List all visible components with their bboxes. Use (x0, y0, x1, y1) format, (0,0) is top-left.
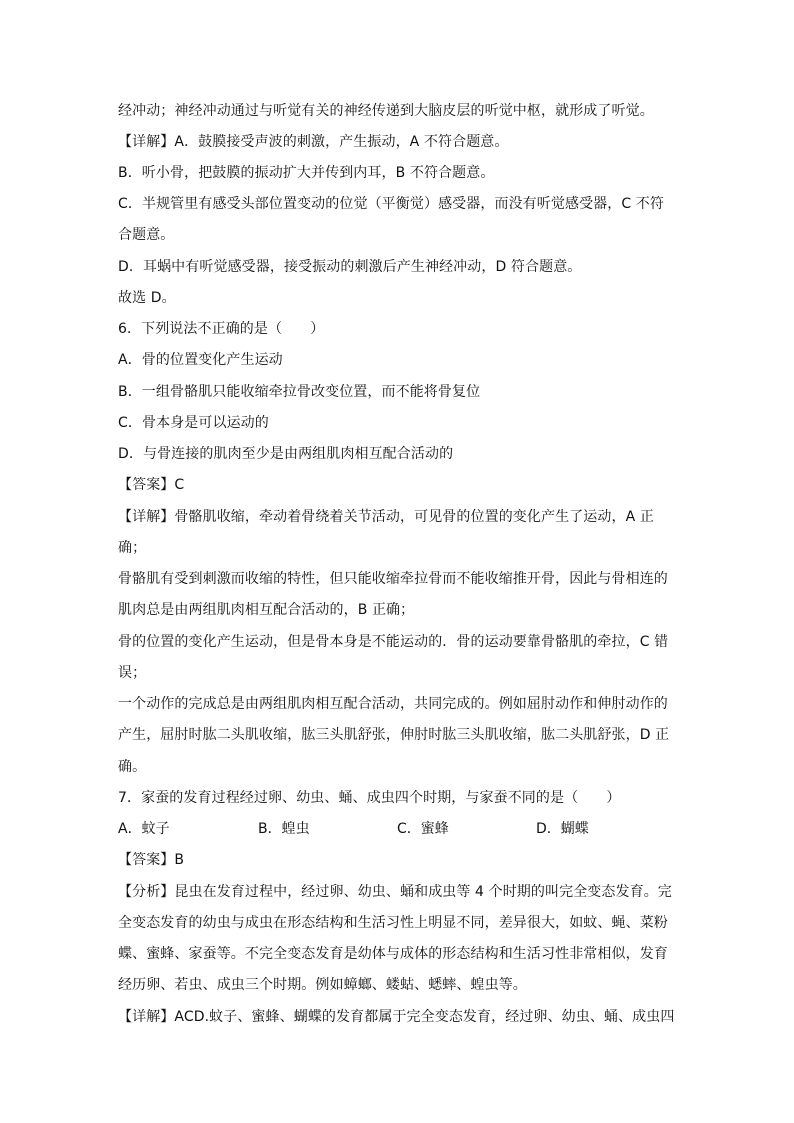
question-6-option-c: C．骨本身是可以运动的 (118, 415, 269, 431)
question-6-option-d: D．与骨连接的肌肉至少是由两组肌肉相互配合活动的 (118, 446, 454, 462)
question-7-option-a: A．蚊子 (118, 821, 170, 837)
text-line: 产生，屈肘时肱二头肌收缩，肱三头肌舒张，伸肘时肱三头肌收缩，肱二头肌舒张，D 正 (118, 727, 670, 743)
text-line: 全变态发育的幼虫与成虫在形态结构和生活习性上明显不同，差异很大，如蚊、蝇、菜粉 (118, 915, 668, 931)
question-6-option-a: A．骨的位置变化产生运动 (118, 352, 283, 368)
text-line: 肌肉总是由两组肌肉相互配合活动的，B 正确； (118, 602, 415, 618)
text-line: 故选 D。 (118, 290, 176, 306)
text-line: 误； (118, 665, 147, 681)
text-line: 【详解】ACD.蚊子、蜜蜂、蝴蝶的发育都属于完全变态发育，经过卵、幼虫、蛹、成虫四 (118, 1009, 675, 1025)
question-7-stem: 7．家蚕的发育过程经过卵、幼虫、蛹、成虫四个时期，与家蚕不同的是（ ） (118, 790, 621, 806)
question-7-options (118, 819, 718, 839)
answer-label: 【答案】C (118, 477, 185, 493)
text-line: 【详解】A．鼓膜接受声波的刺激，产生振动，A 不符合题意。 (118, 134, 509, 150)
answer-label: 【答案】B (118, 852, 185, 868)
text-line: 【详解】骨骼肌收缩，牵动着骨绕着关节活动，可见骨的位置的变化产生了运动，A 正 (118, 509, 654, 525)
text-line: 确。 (118, 759, 147, 775)
text-line: 骨骼肌有受到刺激而收缩的特性，但只能收缩牵拉骨而不能收缩推开骨，因此与骨相连的 (118, 571, 668, 587)
question-7-option-d: D．蝴蝶 (536, 821, 589, 837)
text-line: 合题意。 (118, 227, 175, 243)
text-line: D．耳蜗中有听觉感受器，接受振动的刺激后产生神经冲动，D 符合题意。 (118, 259, 582, 275)
text-line: 经历卵、若虫、成虫三个时期。例如蟑螂、蝼蛄、蟋蟀、蝗虫等。 (118, 977, 527, 993)
question-6-stem: 6．下列说法不正确的是（ ） (118, 321, 325, 337)
text-line: 确； (118, 540, 147, 556)
text-line: 【分析】昆虫在发育过程中，经过卵、幼虫、蛹和成虫等 4 个时期的叫完全变态发育。完 (118, 884, 672, 900)
text-line: 一个动作的完成总是由两组肌肉相互配合活动，共同完成的。例如屈肘动作和伸肘动作的 (118, 696, 668, 712)
question-6-option-b: B．一组骨骼肌只能收缩牵拉骨改变位置，而不能将骨复位 (118, 384, 481, 400)
text-line: 经冲动；神经冲动通过与听觉有关的神经传递到大脑皮层的听觉中枢，就形成了听觉。 (118, 103, 654, 119)
text-line: 骨的位置的变化产生运动，但是骨本身是不能运动的．骨的运动要靠骨骼肌的牵拉，C 错 (118, 634, 669, 650)
text-line: 蝶、蜜蜂、家蚕等。不完全变态发育是幼体与成体的形态结构和生活习性非常相似，发育 (118, 946, 668, 962)
question-7-option-b: B．蝗虫 (258, 821, 310, 837)
question-7-option-c: C．蜜蜂 (397, 821, 449, 837)
text-line: B．听小骨，把鼓膜的振动扩大并传到内耳，B 不符合题意。 (118, 165, 495, 181)
text-line: C．半规管里有感受头部位置变动的位觉（平衡觉）感受器，而没有听觉感受器，C 不符 (118, 196, 664, 212)
